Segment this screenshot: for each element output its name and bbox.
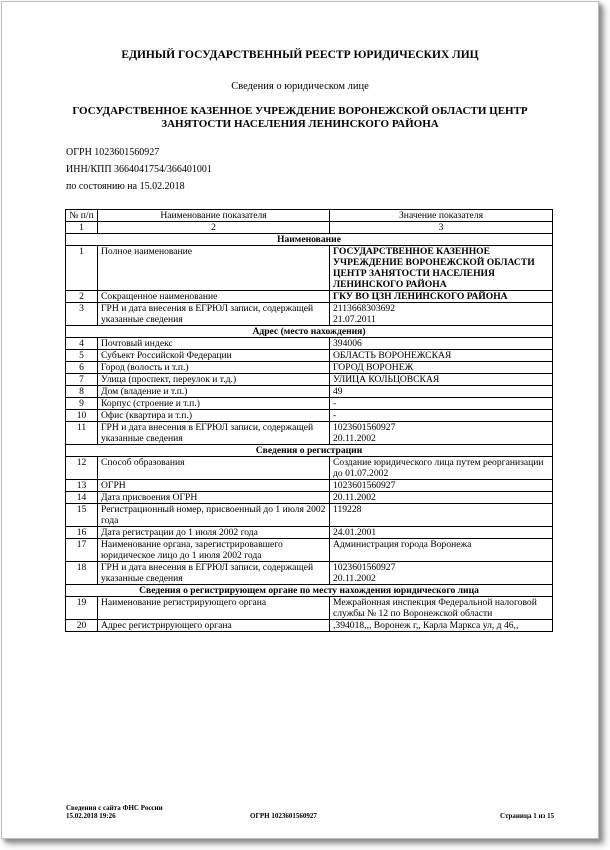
row-indicator-label: Почтовый индекс <box>98 338 330 350</box>
table-row <box>66 562 553 585</box>
row-value: 1023601560927 20.11.2002 <box>330 562 553 585</box>
col-header-number: № п/п <box>66 210 98 222</box>
row-value: Создание юридического лица путем реорганизации до 01.07.2002 <box>330 457 553 480</box>
section-title: Сведения о регистрации <box>66 445 553 457</box>
row-value: УЛИЦА КОЛЬЦОВСКАЯ <box>330 374 553 386</box>
as-of-date-line: по состоянию на 15.02.2018 <box>66 181 185 192</box>
row-indicator-label: Корпус (строение и т.п.) <box>98 398 330 410</box>
registry-title: ЕДИНЫЙ ГОСУДАРСТВЕННЫЙ РЕЕСТР ЮРИДИЧЕСКИХ ЛИЦ <box>121 49 479 61</box>
organization-name: ГОСУДАРСТВЕННОЕ КАЗЕННОЕ УЧРЕЖДЕНИЕ ВОРОНЕЖСКОЙ ОБЛАСТИ ЦЕНТР ЗАНЯТОСТИ НАСЕЛЕНИЯ ЛЕНИНСКОГО РАЙОНА <box>72 105 528 130</box>
table-row <box>66 527 553 539</box>
row-indicator-label: ГРН и дата внесения в ЕГРЮЛ записи, содержащей указанные сведения <box>98 422 330 445</box>
table-row <box>66 386 553 398</box>
row-number: 1 <box>66 246 98 291</box>
row-value: - <box>330 398 553 410</box>
row-value: 24.01.2001 <box>330 527 553 539</box>
row-number: 8 <box>66 386 98 398</box>
row-value: ОБЛАСТЬ ВОРОНЕЖСКАЯ <box>330 350 553 362</box>
col-header-value: Значение показателя <box>330 210 553 222</box>
row-indicator-label: Адрес регистрирующего органа <box>98 620 330 632</box>
table-row <box>66 246 553 291</box>
row-number: 12 <box>66 457 98 480</box>
table-row <box>66 291 553 303</box>
section-title: Сведения о регистрирующем органе по месту нахождения юридического лица <box>66 585 553 597</box>
row-number: 10 <box>66 410 98 422</box>
row-indicator-label: Наименование регистрирующего органа <box>98 597 330 620</box>
registry-table <box>65 209 553 632</box>
table-row <box>66 539 553 562</box>
row-number: 2 <box>66 291 98 303</box>
table-column-numbers-row <box>66 222 553 234</box>
registry-table-body <box>66 210 553 632</box>
table-row <box>66 457 553 480</box>
row-number: 18 <box>66 562 98 585</box>
footer-source-line-2: 15.02.2018 19:26 <box>66 812 116 820</box>
row-number: 16 <box>66 527 98 539</box>
section-header-row <box>66 445 553 457</box>
table-row <box>66 374 553 386</box>
table-row <box>66 350 553 362</box>
row-number: 4 <box>66 338 98 350</box>
row-indicator-label: Дом (владение и т.п.) <box>98 386 330 398</box>
table-row <box>66 597 553 620</box>
row-value: - <box>330 410 553 422</box>
row-indicator-label: Дата присвоения ОГРН <box>98 492 330 504</box>
table-row <box>66 362 553 374</box>
row-number: 3 <box>66 303 98 326</box>
row-indicator-label: Способ образования <box>98 457 330 480</box>
table-row <box>66 620 553 632</box>
table-row <box>66 422 553 445</box>
footer-source <box>66 804 163 820</box>
row-indicator-label: Дата регистрации до 1 июля 2002 года <box>98 527 330 539</box>
row-indicator-label: Субъект Российской Федерации <box>98 350 330 362</box>
row-value: ,394018,,, Воронеж г,, Карла Маркса ул, д 46,, <box>330 620 553 632</box>
document-subtitle: Сведения о юридическом лице <box>231 81 369 92</box>
row-number: 7 <box>66 374 98 386</box>
row-value: ГКУ ВО ЦЗН ЛЕНИНСКОГО РАЙОНА <box>330 291 553 303</box>
col-number-2: 2 <box>98 222 330 234</box>
row-indicator-label: Офис (квартира и т.п.) <box>98 410 330 422</box>
document-page <box>1 1 599 839</box>
row-indicator-label: ГРН и дата внесения в ЕГРЮЛ записи, содержащей указанные сведения <box>98 303 330 326</box>
row-value: 49 <box>330 386 553 398</box>
row-number: 9 <box>66 398 98 410</box>
row-indicator-label: Полное наименование <box>98 246 330 291</box>
section-title: Адрес (место нахождения) <box>66 326 553 338</box>
row-indicator-label: Улица (проспект, переулок и т.д.) <box>98 374 330 386</box>
col-number-1: 1 <box>66 222 98 234</box>
row-value: 119228 <box>330 504 553 527</box>
row-number: 11 <box>66 422 98 445</box>
row-number: 20 <box>66 620 98 632</box>
row-number: 13 <box>66 480 98 492</box>
table-row <box>66 338 553 350</box>
row-value: 1023601560927 20.11.2002 <box>330 422 553 445</box>
table-row <box>66 410 553 422</box>
section-title: Наименование <box>66 234 553 246</box>
col-header-indicator: Наименование показателя <box>98 210 330 222</box>
row-indicator-label: Сокращенное наименование <box>98 291 330 303</box>
row-value: Администрация города Воронежа <box>330 539 553 562</box>
table-row <box>66 480 553 492</box>
table-header-row <box>66 210 553 222</box>
row-indicator-label: ОГРН <box>98 480 330 492</box>
inn-kpp-line: ИНН/КПП 3664041754/366401001 <box>66 164 212 175</box>
row-indicator-label: Регистрационный номер, присвоенный до 1 июля 2002 года <box>98 504 330 527</box>
row-value: Межрайонная инспекция Федеральной налоговой службы № 12 по Воронежской области <box>330 597 553 620</box>
row-value: 1023601560927 <box>330 480 553 492</box>
section-header-row <box>66 585 553 597</box>
row-value: 20.11.2002 <box>330 492 553 504</box>
footer-ogrn: ОГРН 1023601560927 <box>250 812 317 820</box>
row-number: 14 <box>66 492 98 504</box>
row-indicator-label: Город (волость и т.п.) <box>98 362 330 374</box>
ogrn-line: ОГРН 1023601560927 <box>66 147 160 158</box>
row-number: 6 <box>66 362 98 374</box>
row-indicator-label: Наименование органа, зарегистрировавшего юридическое лицо до 1 июля 2002 года <box>98 539 330 562</box>
table-row <box>66 398 553 410</box>
row-number: 5 <box>66 350 98 362</box>
row-value: ГОСУДАРСТВЕННОЕ КАЗЕННОЕ УЧРЕЖДЕНИЕ ВОРОНЕЖСКОЙ ОБЛАСТИ ЦЕНТР ЗАНЯТОСТИ НАСЕЛЕНИЯ ЛЕНИНСКОГО РАЙОНА <box>330 246 553 291</box>
table-row <box>66 504 553 527</box>
row-number: 19 <box>66 597 98 620</box>
section-header-row <box>66 326 553 338</box>
row-value: ГОРОД ВОРОНЕЖ <box>330 362 553 374</box>
row-number: 15 <box>66 504 98 527</box>
table-row <box>66 303 553 326</box>
row-value: 394006 <box>330 338 553 350</box>
table-row <box>66 492 553 504</box>
footer-page-number: Страница 1 из 15 <box>500 812 555 820</box>
section-header-row <box>66 234 553 246</box>
row-indicator-label: ГРН и дата внесения в ЕГРЮЛ записи, содержащей указанные сведения <box>98 562 330 585</box>
footer-source-line-1: Сведения с сайта ФНС России <box>66 804 163 812</box>
col-number-3: 3 <box>330 222 553 234</box>
row-value: 2113668303692 21.07.2011 <box>330 303 553 326</box>
row-number: 17 <box>66 539 98 562</box>
